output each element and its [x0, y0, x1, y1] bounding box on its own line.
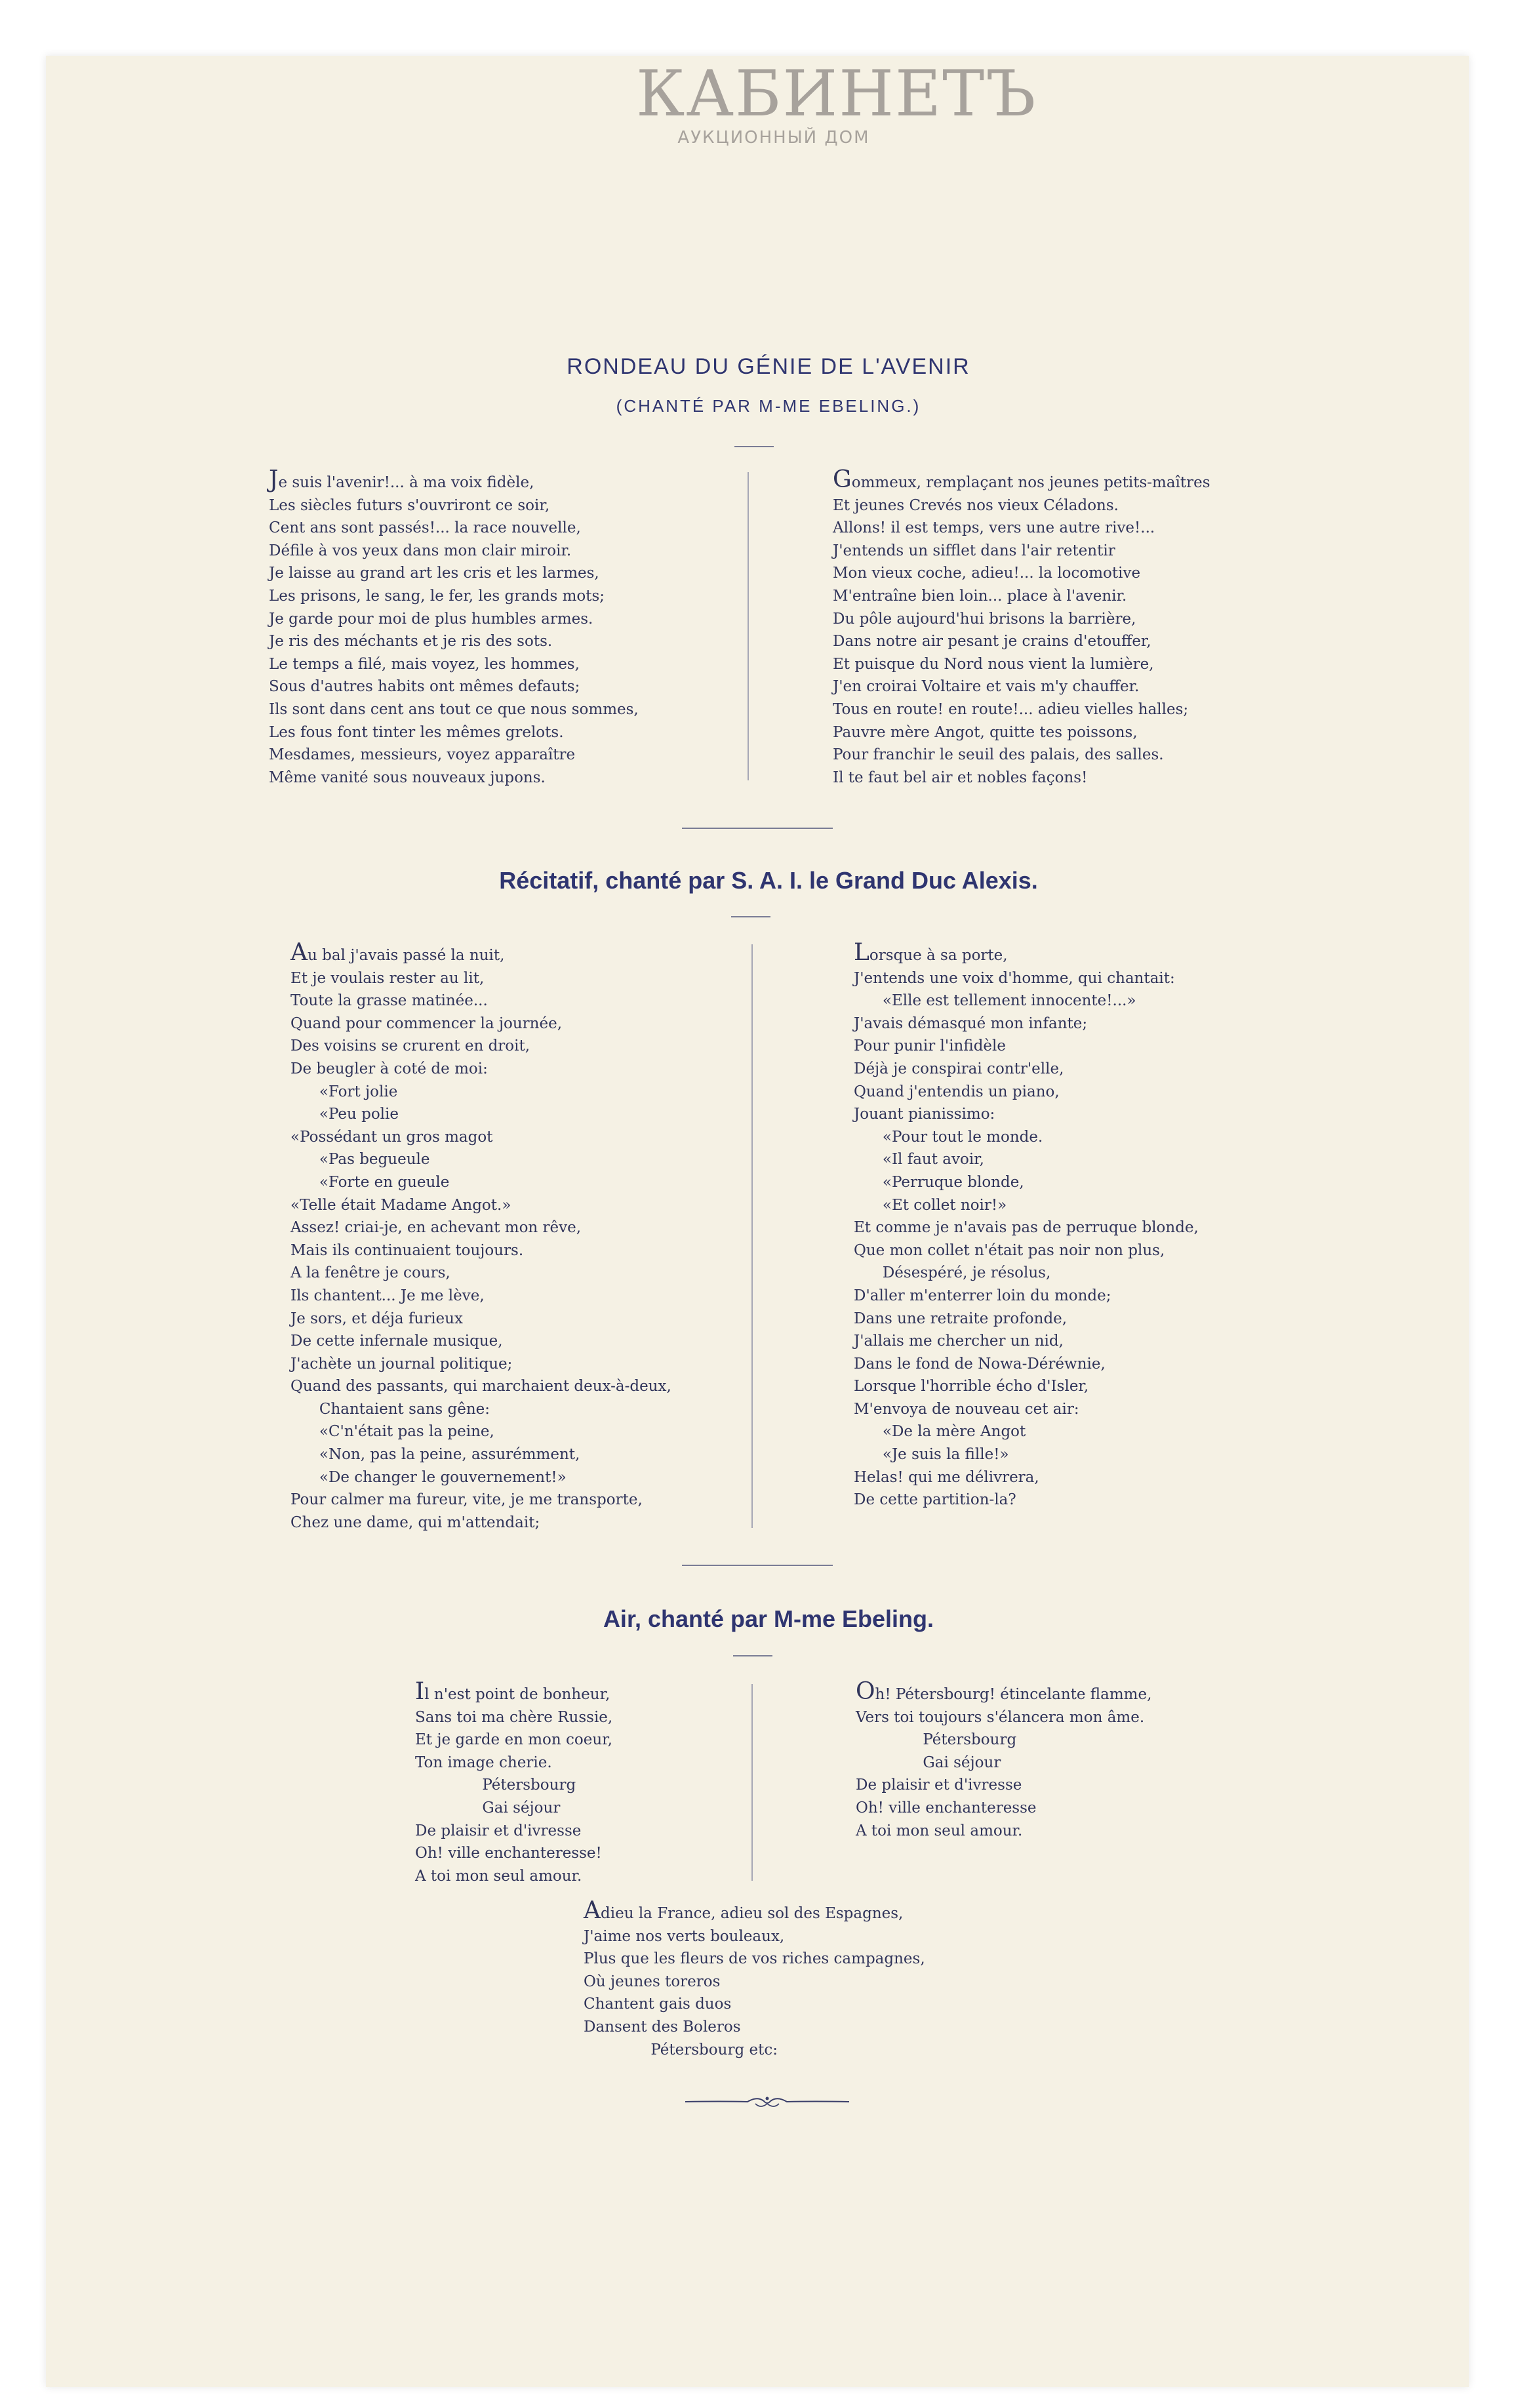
- section1-subtitle: (CHANTÉ PAR M-ME EBELING.): [616, 396, 921, 416]
- verse-line: Quand des passants, qui marchaient deux-à-deux,: [290, 1378, 671, 1395]
- verse-line: Gai séjour: [415, 1799, 561, 1816]
- verse-line: J'entends un sifflet dans l'air retentir: [833, 542, 1115, 559]
- verse-line: Dans le fond de Nowa-Déréwnie,: [854, 1355, 1106, 1373]
- verse-line: Le temps a filé, mais voyez, les hommes,: [269, 655, 580, 673]
- section2-short-rule: [731, 916, 770, 917]
- verse-line: «Je suis la fille!»: [854, 1446, 1009, 1464]
- verse-line: Vers toi toujours s'élancera mon âme.: [856, 1708, 1145, 1726]
- verse-line: Je laisse au grand art les cris et les larmes,: [269, 565, 599, 582]
- watermark-logo: [636, 57, 1037, 148]
- verse-line: Pétersbourg: [415, 1776, 576, 1794]
- verse-line: De cette infernale musique,: [290, 1333, 503, 1350]
- verse-line: «Elle est tellement innocente!...»: [854, 992, 1136, 1010]
- verse-line: Les prisons, le sang, le fer, les grands mots;: [269, 587, 605, 605]
- section3-short-rule: [733, 1655, 772, 1656]
- verse-line: Pétersbourg etc:: [584, 2041, 778, 2058]
- verse-line: Quand pour commencer la journée,: [290, 1014, 562, 1032]
- verse-line: A toi mon seul amour.: [856, 1822, 1023, 1839]
- verse-line: Chantent gais duos: [584, 1996, 732, 2013]
- section3-left-column: [415, 1678, 613, 1887]
- verse-line: Dans notre air pesant je crains d'etouffer,: [833, 633, 1151, 651]
- verse-line: J'allais me chercher un nid,: [854, 1333, 1064, 1350]
- verse-line: Helas! qui me délivrera,: [854, 1468, 1039, 1486]
- section2-title: Récitatif, chanté par S. A. I. le Grand Duc Alexis.: [499, 867, 1038, 894]
- verse-line: D'aller m'enterrer loin du monde;: [854, 1287, 1111, 1304]
- verse-line: J'achète un journal politique;: [290, 1355, 513, 1373]
- verse-line: Lorsque à sa porte,: [854, 939, 1008, 966]
- verse-line: «Pour tout le monde.: [854, 1128, 1043, 1146]
- section1-title: RONDEAU DU GÉNIE DE L'AVENIR: [567, 354, 970, 379]
- verse-line: J'avais démasqué mon infante;: [854, 1014, 1088, 1032]
- section3-right-column: [856, 1678, 1152, 1842]
- verse-line: Et je voulais rester au lit,: [290, 969, 485, 987]
- verse-line: «Perruque blonde,: [854, 1173, 1024, 1191]
- verse-line: Mesdames, messieurs, voyez apparaître: [269, 746, 576, 764]
- verse-line: Pétersbourg: [856, 1731, 1017, 1749]
- verse-line: Sans toi ma chère Russie,: [415, 1708, 613, 1726]
- section2-column-divider: [751, 944, 753, 1528]
- section2-right-column: [854, 939, 1199, 1512]
- verse-line: Plus que les fleurs de vos riches campagnes,: [584, 1950, 925, 1968]
- verse-line: Assez! criai-je, en achevant mon rêve,: [290, 1219, 582, 1237]
- verse-line: M'envoya de nouveau cet air:: [854, 1400, 1079, 1418]
- section-divider-1: [682, 828, 833, 829]
- verse-line: «Peu polie: [290, 1106, 399, 1123]
- section2-left-column: [290, 939, 671, 1534]
- verse-line: Et je garde en mon coeur,: [415, 1731, 612, 1749]
- verse-line: Pour punir l'infidèle: [854, 1037, 1007, 1055]
- end-ornament-icon: [682, 2092, 852, 2112]
- verse-line: «Non, pas la peine, assurémment,: [290, 1446, 580, 1464]
- verse-line: A la fenêtre je cours,: [290, 1264, 450, 1282]
- verse-line: Toute la grasse matinée...: [290, 992, 488, 1010]
- verse-line: «Forte en gueule: [290, 1173, 450, 1191]
- section-divider-2: [682, 1565, 833, 1566]
- verse-line: Je garde pour moi de plus humbles armes.: [269, 610, 593, 628]
- verse-line: Oh! ville enchanteresse: [856, 1799, 1037, 1816]
- verse-line: Sous d'autres habits ont mêmes defauts;: [269, 678, 580, 696]
- verse-line: Gommeux, remplaçant nos jeunes petits-maîtres: [833, 466, 1210, 493]
- verse-line: Du pôle aujourd'hui brisons la barrière,: [833, 610, 1136, 628]
- verse-line: Des voisins se crurent en droit,: [290, 1037, 530, 1055]
- verse-line: Cent ans sont passés!... la race nouvelle,: [269, 519, 581, 537]
- verse-line: Tous en route! en route!... adieu vielles halles;: [833, 700, 1189, 718]
- verse-line: Les fous font tinter les mêmes grelots.: [269, 723, 564, 741]
- verse-line: Chez une dame, qui m'attendait;: [290, 1514, 540, 1531]
- verse-line: Où jeunes toreros: [584, 1973, 721, 1990]
- watermark-subtitle: АУКЦИОННЫЙ ДОМ: [677, 128, 870, 148]
- section1-left-column: [269, 466, 639, 789]
- verse-line: Il n'est point de bonheur,: [415, 1678, 610, 1705]
- verse-line: «De changer le gouvernement!»: [290, 1468, 567, 1486]
- verse-line: Je ris des méchants et je ris des sots.: [269, 633, 553, 651]
- verse-line: «Il faut avoir,: [854, 1151, 984, 1169]
- verse-line: Dans une retraite profonde,: [854, 1310, 1068, 1327]
- verse-line: Je sors, et déja furieux: [290, 1310, 463, 1327]
- watermark-name: КАБИНЕТЪ: [636, 57, 1037, 130]
- verse-line: «Fort jolie: [290, 1083, 398, 1100]
- verse-line: Et jeunes Crevés nos vieux Céladons.: [833, 496, 1119, 514]
- verse-line: Pauvre mère Angot, quitte tes poissons,: [833, 723, 1138, 741]
- verse-line: Gai séjour: [856, 1754, 1001, 1771]
- verse-line: Les siècles futurs s'ouvriront ce soir,: [269, 496, 550, 514]
- verse-line: Chantaient sans gêne:: [290, 1400, 490, 1418]
- section1-right-column: [833, 466, 1210, 789]
- verse-line: De plaisir et d'ivresse: [856, 1776, 1022, 1794]
- verse-line: Ils sont dans cent ans tout ce que nous sommes,: [269, 700, 639, 718]
- verse-line: Et puisque du Nord nous vient la lumière,: [833, 655, 1154, 673]
- verse-line: Je suis l'avenir!... à ma voix fidèle,: [269, 466, 534, 493]
- verse-line: A toi mon seul amour.: [415, 1867, 582, 1885]
- verse-line: «Pas begueule: [290, 1151, 430, 1169]
- section3-title: Air, chanté par M-me Ebeling.: [603, 1605, 934, 1632]
- verse-line: J'aime nos verts bouleaux,: [584, 1927, 785, 1945]
- verse-line: «Telle était Madame Angot.»: [290, 1196, 511, 1214]
- verse-line: Et comme je n'avais pas de perruque blonde,: [854, 1219, 1199, 1237]
- verse-line: «Et collet noir!»: [854, 1196, 1007, 1214]
- verse-line: «C'n'était pas la peine,: [290, 1423, 494, 1441]
- verse-line: Pour franchir le seuil des palais, des salles.: [833, 746, 1164, 764]
- verse-line: «Possédant un gros magot: [290, 1128, 493, 1146]
- verse-line: «De la mère Angot: [854, 1423, 1026, 1441]
- verse-line: Oh! ville enchanteresse!: [415, 1845, 602, 1862]
- verse-line: Pour calmer ma fureur, vite, je me transporte,: [290, 1491, 643, 1509]
- section1-column-divider: [748, 472, 749, 780]
- section3-column-divider: [751, 1684, 753, 1881]
- verse-line: Adieu la France, adieu sol des Espagnes,: [584, 1897, 904, 1924]
- section1-short-rule: [734, 446, 774, 447]
- verse-line: Dansent des Boleros: [584, 2018, 741, 2036]
- verse-line: Oh! Pétersbourg! étincelante flamme,: [856, 1678, 1152, 1705]
- verse-line: Désespéré, je résolus,: [854, 1264, 1051, 1282]
- verse-line: Ils chantent... Je me lève,: [290, 1287, 485, 1304]
- verse-line: Déjà je conspirai contr'elle,: [854, 1060, 1064, 1077]
- verse-line: Défile à vos yeux dans mon clair miroir.: [269, 542, 572, 559]
- verse-line: J'en croirai Voltaire et vais m'y chauffer.: [833, 678, 1140, 696]
- verse-line: Quand j'entendis un piano,: [854, 1083, 1060, 1100]
- verse-line: Il te faut bel air et nobles façons!: [833, 769, 1088, 786]
- verse-line: De beugler à coté de moi:: [290, 1060, 488, 1077]
- verse-line: Ton image cherie.: [415, 1754, 552, 1771]
- verse-line: Jouant pianissimo:: [854, 1106, 995, 1123]
- verse-line: J'entends une voix d'homme, qui chantait:: [854, 969, 1175, 987]
- section3-coda: [584, 1897, 925, 2061]
- verse-line: Lorsque l'horrible écho d'Isler,: [854, 1378, 1089, 1395]
- verse-line: De cette partition-la?: [854, 1491, 1016, 1509]
- verse-line: Même vanité sous nouveaux jupons.: [269, 769, 546, 786]
- verse-line: Au bal j'avais passé la nuit,: [290, 939, 505, 966]
- verse-line: Mon vieux coche, adieu!... la locomotive: [833, 565, 1141, 582]
- verse-line: Allons! il est temps, vers une autre rive!...: [833, 519, 1155, 537]
- verse-line: M'entraîne bien loin... place à l'avenir.: [833, 587, 1127, 605]
- verse-line: De plaisir et d'ivresse: [415, 1822, 582, 1839]
- verse-line: Que mon collet n'était pas noir non plus,: [854, 1241, 1165, 1259]
- verse-line: Mais ils continuaient toujours.: [290, 1241, 524, 1259]
